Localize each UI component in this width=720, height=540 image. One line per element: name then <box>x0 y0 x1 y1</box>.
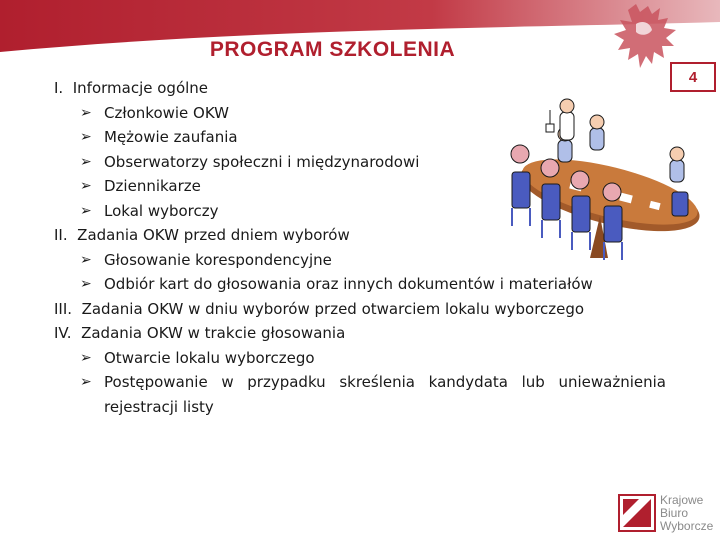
section-title: Informacje ogólne <box>72 79 209 97</box>
list-item-text: Lokal wyborczy <box>104 201 219 220</box>
section-heading <box>54 321 684 346</box>
list-item <box>80 346 684 371</box>
section-number: IV. <box>54 324 72 342</box>
kbw-logo-icon <box>617 493 657 533</box>
arrow-bullet-icon: ➢ <box>80 202 92 219</box>
list-item <box>80 248 684 273</box>
logo-line: Biuro <box>660 506 689 520</box>
list-item <box>80 174 684 199</box>
list-item-text: Odbiór kart do głosowania oraz innych dokumentów i materiałów <box>104 275 593 293</box>
kbw-logo-text <box>660 494 720 533</box>
arrow-bullet-icon: ➢ <box>80 129 92 145</box>
list-item-text: Postępowanie w przypadku skreślenia kandydata lub unieważnienia rejestracji listy <box>104 373 666 416</box>
arrow-bullet-icon: ➢ <box>80 349 92 366</box>
list-item <box>80 150 684 175</box>
bullet-list <box>54 346 684 420</box>
slide-content <box>54 76 684 419</box>
list-item-text: Członkowie OKW <box>104 103 229 122</box>
arrow-bullet-icon: ➢ <box>80 153 92 170</box>
section-number: I. <box>54 79 64 97</box>
section-title: Zadania OKW w dniu wyborów przed otwarciem lokalu wyborczego <box>81 299 585 318</box>
arrow-bullet-icon: ➢ <box>80 276 92 292</box>
logo-line: Wyborcze <box>660 519 714 533</box>
list-item <box>80 125 684 150</box>
list-item-text: Głosowanie korespondencyjne <box>104 250 332 269</box>
section-number: II. <box>54 226 68 244</box>
page-title: PROGRAM SZKOLENIA <box>209 38 456 61</box>
bullet-list <box>54 101 684 224</box>
section-4 <box>54 321 684 419</box>
list-item-text: Otwarcie lokalu wyborczego <box>104 348 315 367</box>
arrow-bullet-icon: ➢ <box>80 178 92 194</box>
section-2 <box>54 223 684 297</box>
list-item-text: Mężowie zaufania <box>104 128 238 146</box>
section-1 <box>54 76 684 223</box>
section-title: Zadania OKW w trakcie głosowania <box>81 324 346 342</box>
logo-line: Krajowe <box>660 493 704 507</box>
arrow-bullet-icon: ➢ <box>80 251 92 268</box>
section-title: Zadania OKW przed dniem wyborów <box>77 226 350 244</box>
list-item-text: Dziennikarze <box>104 177 201 195</box>
section-heading <box>54 76 684 101</box>
list-item <box>80 101 684 126</box>
section-number: III. <box>54 299 73 318</box>
arrow-bullet-icon: ➢ <box>80 374 92 390</box>
list-item <box>80 370 684 419</box>
page-number: 4 <box>688 68 698 86</box>
section-3 <box>54 297 684 322</box>
section-heading <box>54 297 684 322</box>
section-heading <box>54 223 684 248</box>
list-item <box>80 199 684 224</box>
list-item <box>80 272 684 297</box>
list-item-text: Obserwatorzy społeczni i międzynarodowi <box>104 152 420 171</box>
arrow-bullet-icon: ➢ <box>80 104 92 121</box>
bullet-list <box>54 248 684 297</box>
